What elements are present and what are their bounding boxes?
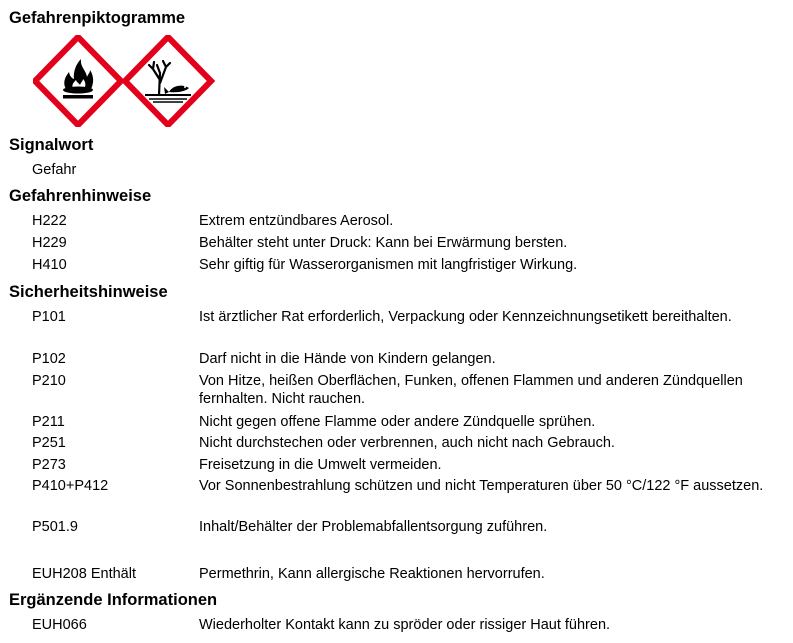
signal-word-heading: Signalwort [9,136,94,154]
precaution-text: Freisetzung in die Umwelt vermeiden. [199,457,442,473]
hazard-code: H410 [32,257,67,273]
euh208-code: EUH208 Enthält [32,566,136,582]
signal-word: Gefahr [32,162,77,178]
flame-icon [35,37,121,125]
supplementary-text: Wiederholter Kontakt kann zu spröder oder rissiger Haut führen. [199,617,611,633]
supplementary-heading: Ergänzende Informationen [9,591,218,609]
precautionary-statements-heading: Sicherheitshinweise [9,283,168,301]
precaution-code: P101 [32,309,66,325]
supplementary-code: EUH066 [32,617,87,633]
precaution-code: P210 [32,373,66,389]
precaution-text: Inhalt/Behälter der Problemabfallentsorgung zuführen. [199,519,548,535]
precaution-code: P102 [32,351,66,367]
hazard-pictograms [33,35,215,127]
hazard-statements-heading: Gefahrenhinweise [9,187,152,205]
pictograms-heading: Gefahrenpiktogramme [9,9,186,27]
hazard-code: H222 [32,213,67,229]
precaution-code: P273 [32,457,66,473]
precaution-text: Nicht gegen offene Flamme oder andere Zündquelle sprühen. [199,414,596,430]
precaution-code: P251 [32,435,66,451]
precaution-code: P211 [32,414,65,430]
environment-icon [125,37,211,125]
precaution-text: Darf nicht in die Hände von Kindern gelangen. [199,351,496,367]
precaution-text: Von Hitze, heißen Oberflächen, Funken, offenen Flammen und anderen Zündquellen fernhalten. Nicht rauchen. [199,373,743,407]
precaution-text: Vor Sonnenbestrahlung schützen und nicht Temperaturen über 50 °C/122 °F aussetzen. [199,478,764,494]
precaution-code: P410+P412 [32,478,109,494]
precaution-code: P501.9 [32,519,78,535]
precaution-text: Ist ärztlicher Rat erforderlich, Verpackung oder Kennzeichnungsetikett bereithalten. [199,309,732,325]
hazard-text: Extrem entzündbares Aerosol. [199,213,394,229]
precaution-text: Nicht durchstechen oder verbrennen, auch nicht nach Gebrauch. [199,435,615,451]
hazard-text: Behälter steht unter Druck: Kann bei Erwärmung bersten. [199,235,568,251]
hazard-code: H229 [32,235,67,251]
hazard-text: Sehr giftig für Wasserorganismen mit langfristiger Wirkung. [199,257,578,273]
euh208-text: Permethrin, Kann allergische Reaktionen hervorrufen. [199,566,545,582]
